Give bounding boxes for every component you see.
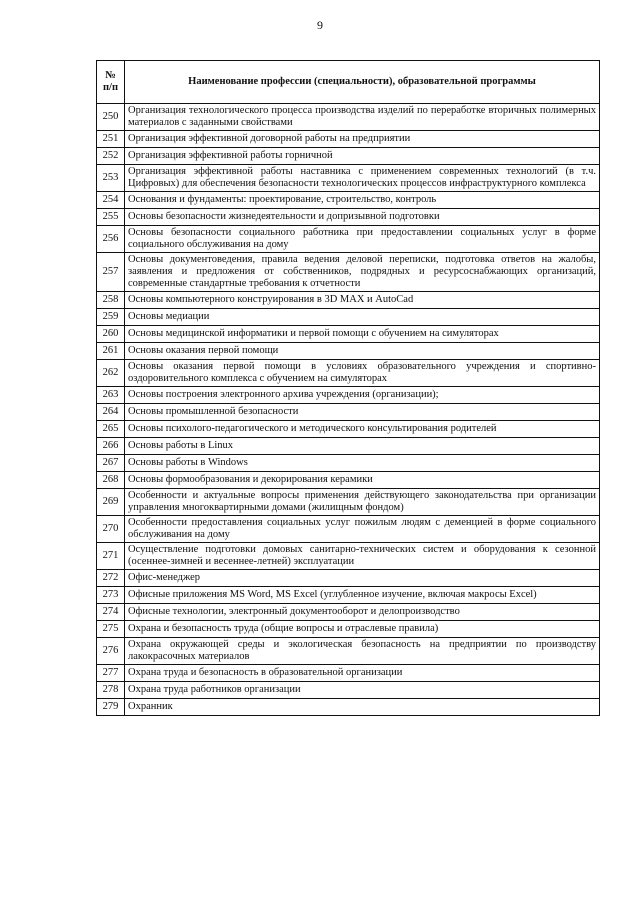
program-name: Основы работы в Windows: [125, 455, 600, 472]
program-name: Основы компьютерного конструирования в 3D MAX и AutoCad: [125, 292, 600, 309]
table-row: [97, 472, 600, 489]
program-name: Основы безопасности жизнедеятельности и допризывной подготовки: [125, 209, 600, 226]
program-name: Организация эффективной договорной работы на предприятии: [125, 131, 600, 148]
program-name: Основы медицинской информатики и первой помощи с обучением на симуляторах: [125, 326, 600, 343]
program-name: Основы оказания первой помощи: [125, 343, 600, 360]
table-row: [97, 104, 600, 131]
row-number: 260: [97, 326, 125, 343]
row-number: 265: [97, 421, 125, 438]
page-number: 9: [317, 18, 323, 32]
table-row: [97, 192, 600, 209]
table-row: [97, 387, 600, 404]
program-name: Охрана и безопасность труда (общие вопросы и отраслевые правила): [125, 621, 600, 638]
row-number: 261: [97, 343, 125, 360]
table-row: [97, 148, 600, 165]
program-name: Основы безопасности социального работника при предоставлении социальных услуг в форме социального обслуживания на дому: [125, 226, 600, 253]
row-number: 254: [97, 192, 125, 209]
program-name: Основы построения электронного архива учреждения (организации);: [125, 387, 600, 404]
program-name: Основы психолого-педагогического и методического консультирования родителей: [125, 421, 600, 438]
program-name: Особенности предоставления социальных услуг пожилым людям с деменцией в форме социального обслуживания на дому: [125, 516, 600, 543]
row-number: 250: [97, 104, 125, 131]
row-number: 255: [97, 209, 125, 226]
table-row: [97, 309, 600, 326]
table-row: [97, 638, 600, 665]
column-header-number: № п/п: [97, 61, 125, 104]
row-number: 276: [97, 638, 125, 665]
row-number: 263: [97, 387, 125, 404]
program-name: Офисные приложения MS Word, MS Excel (углубленное изучение, включая макросы Excel): [125, 587, 600, 604]
table-row: [97, 343, 600, 360]
table-row: [97, 421, 600, 438]
row-number: 251: [97, 131, 125, 148]
row-number: 271: [97, 543, 125, 570]
program-name: Охрана труда работников организации: [125, 682, 600, 699]
row-number: 257: [97, 253, 125, 292]
table-row: [97, 699, 600, 716]
program-name: Охрана труда и безопасность в образовательной организации: [125, 665, 600, 682]
program-name: Организация эффективной работы наставника с применением современных технологий (в т.ч. Цифровых) для обеспечения безопасности технологических процессов инфраструктурного комплекса: [125, 165, 600, 192]
program-name: Основы медиации: [125, 309, 600, 326]
row-number: 259: [97, 309, 125, 326]
row-number: 270: [97, 516, 125, 543]
row-number: 274: [97, 604, 125, 621]
row-number: 268: [97, 472, 125, 489]
row-number: 272: [97, 570, 125, 587]
row-number: 253: [97, 165, 125, 192]
table-row: [97, 404, 600, 421]
table-row: [97, 131, 600, 148]
program-name: Особенности и актуальные вопросы применения действующего законодательства при организации управления многоквартирными домами (жилищным фондом): [125, 489, 600, 516]
row-number: 264: [97, 404, 125, 421]
program-name: Охрана окружающей среды и экологическая безопасность на предприятии по производству лакокрасочных материалов: [125, 638, 600, 665]
table-row: [97, 209, 600, 226]
table-row: [97, 226, 600, 253]
row-number: 256: [97, 226, 125, 253]
program-name: Офис-менеджер: [125, 570, 600, 587]
row-number: 266: [97, 438, 125, 455]
table-row: [97, 587, 600, 604]
table-row: [97, 621, 600, 638]
column-header-name: Наименование профессии (специальности), образовательной программы: [125, 61, 600, 104]
row-number: 267: [97, 455, 125, 472]
professions-table: [96, 60, 600, 716]
table-row: [97, 455, 600, 472]
table-row: [97, 326, 600, 343]
program-name: Охранник: [125, 699, 600, 716]
program-name: Осуществление подготовки домовых санитарно-технических систем и оборудования к сезонной (осеннее-зимней и весеннее-летней) эксплуатации: [125, 543, 600, 570]
table-row: [97, 360, 600, 387]
table-body: [97, 104, 600, 716]
table-row: [97, 253, 600, 292]
table-row: [97, 682, 600, 699]
table-row: [97, 516, 600, 543]
program-name: Основы промышленной безопасности: [125, 404, 600, 421]
table-row: [97, 292, 600, 309]
row-number: 278: [97, 682, 125, 699]
table-row: [97, 665, 600, 682]
program-name: Основы формообразования и декорирования керамики: [125, 472, 600, 489]
program-name: Основы оказания первой помощи в условиях образовательного учреждения и спортивно-оздоровительного комплекса с обучением на симуляторах: [125, 360, 600, 387]
row-number: 273: [97, 587, 125, 604]
row-number: 277: [97, 665, 125, 682]
program-name: Офисные технологии, электронный документооборот и делопроизводство: [125, 604, 600, 621]
row-number: 262: [97, 360, 125, 387]
row-number: 269: [97, 489, 125, 516]
row-number: 275: [97, 621, 125, 638]
table-header-row: [97, 61, 600, 104]
row-number: 258: [97, 292, 125, 309]
program-name: Основы документоведения, правила ведения деловой переписки, подготовка ответов на жалобы, заявления и предложения от собственников, подрядных и ресурсоснабжающих организаций, современные стандартные требования к отчетности: [125, 253, 600, 292]
table-row: [97, 438, 600, 455]
program-name: Организация эффективной работы горничной: [125, 148, 600, 165]
table-row: [97, 570, 600, 587]
table-row: [97, 604, 600, 621]
program-name: Основания и фундаменты: проектирование, строительство, контроль: [125, 192, 600, 209]
table-row: [97, 489, 600, 516]
table-row: [97, 165, 600, 192]
row-number: 252: [97, 148, 125, 165]
row-number: 279: [97, 699, 125, 716]
table-row: [97, 543, 600, 570]
program-name: Организация технологического процесса производства изделий по переработке вторичных полимерных материалов с заданными свойствами: [125, 104, 600, 131]
program-name: Основы работы в Linux: [125, 438, 600, 455]
